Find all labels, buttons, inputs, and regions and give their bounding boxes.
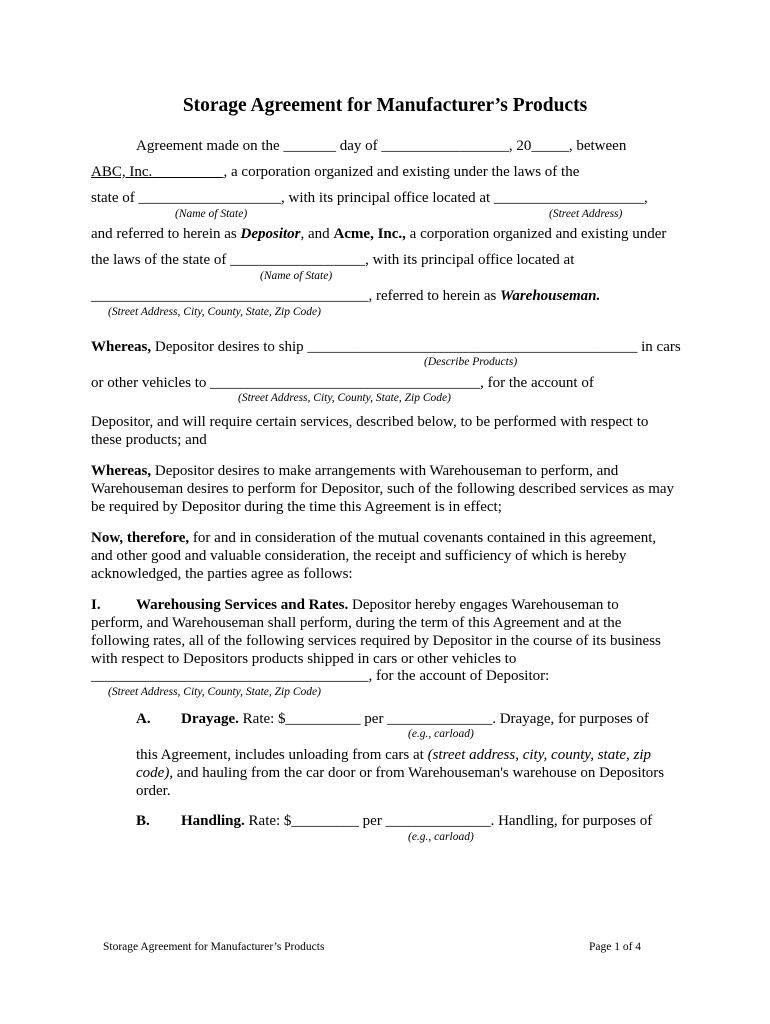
caption-describe-products: (Describe Products) [424,356,518,368]
item-a-letter: A. [136,711,151,727]
item-a-line-2: this Agreement, includes unloading from cars at (street address, city, county, state, zip [136,747,652,763]
intro-line-6: _____________________________________, referred to herein as Warehouseman. [91,288,601,304]
caption-name-of-state-2: (Name of State) [260,270,333,282]
caption-eg-carload-a: (e.g., carload) [408,728,474,740]
whereas1-line-1: Whereas, Depositor desires to ship ____________________________________________ in cars [91,339,681,355]
caption-street-address-full-3: (Street Address, City, County, State, Zip Code) [108,686,321,698]
whereas2-line-3: be required by Depositor during the time this Agreement is in effect; [91,499,502,515]
party1-name: ABC, Inc. [91,164,153,180]
whereas1-line-3: Depositor, and will require certain services, described below, to be performed with respect to [91,414,649,430]
intro-line-1: Agreement made on the _______ day of _________________, 20_____, between [136,138,627,154]
section-1-line-3: following rates, all of the following services required by Depositor in the course of its business [91,633,661,649]
item-b-heading: Handling. [181,813,245,829]
whereas2-line-2: Warehouseman desires to perform for Depositor, such of the following described services as may [91,481,675,497]
now-therefore-line-1: Now, therefore, for and in consideration of the mutual covenants contained in this agreement, [91,530,657,546]
section-1-line-5: _____________________________________, for the account of Depositor: [91,668,550,684]
caption-street-address-full-2: (Street Address, City, County, State, Zip Code) [238,392,451,404]
caption-name-of-state-1: (Name of State) [175,208,248,220]
whereas1-line-4: these products; and [91,432,207,448]
document-title: Storage Agreement for Manufacturer’s Products [182,95,588,116]
section-1-line-1: Warehousing Services and Rates. Depositor hereby engages Warehouseman to [136,597,619,613]
caption-street-address-1: (Street Address) [549,208,623,220]
section-1-line-2: perform, and Warehouseman shall perform, during the term of this Agreement and at the [91,615,622,631]
item-a-heading: Drayage. [181,711,239,727]
acme-name: Acme, Inc., [333,226,406,242]
intro-line-4: and referred to herein as Depositor, and Acme, Inc., a corporation organized and existing under [91,226,667,242]
section-1-line-4: with respect to Depositors products shipped in cars or other vehicles to [91,651,517,667]
warehouseman-term: Warehouseman. [500,288,601,304]
whereas1-line-2: or other vehicles to ____________________________________, for the account of [91,375,594,391]
intro-line-5: the laws of the state of __________________, with its principal office located at [91,252,575,268]
footer-page-number: Page 1 of 4 [589,941,642,953]
intro-line-3: state of ___________________, with its principal office located at ____________________, [91,190,648,206]
depositor-term: Depositor [240,226,301,242]
caption-street-address-full-1: (Street Address, City, County, State, Zip Code) [108,306,321,318]
section-1-number: I. [91,597,101,613]
intro-line-2: ABC, Inc. , a corporation organized and existing under the laws of the [91,164,580,180]
section-1-heading: Warehousing Services and Rates. [136,597,349,613]
item-b-letter: B. [136,813,150,829]
whereas2-line-1: Whereas, Depositor desires to make arrangements with Warehouseman to perform, and [91,463,619,479]
item-b-line-1: Handling. Rate: $_________ per ______________. Handling, for purposes of [181,813,653,829]
item-a-line-3: code), and hauling from the car door or from Warehouseman's warehouse on Depositors [136,765,665,781]
item-a-line-4: order. [136,783,171,799]
item-a-line-1: Drayage. Rate: $__________ per ______________. Drayage, for purposes of [181,711,649,727]
footer-title: Storage Agreement for Manufacturer’s Products [103,941,325,953]
caption-eg-carload-b: (e.g., carload) [408,831,474,843]
now-therefore-line-2: and other good and valuable consideration, the receipt and sufficiency of which is hereby [91,548,627,564]
now-therefore-line-3: acknowledged, the parties agree as follows: [91,566,353,582]
